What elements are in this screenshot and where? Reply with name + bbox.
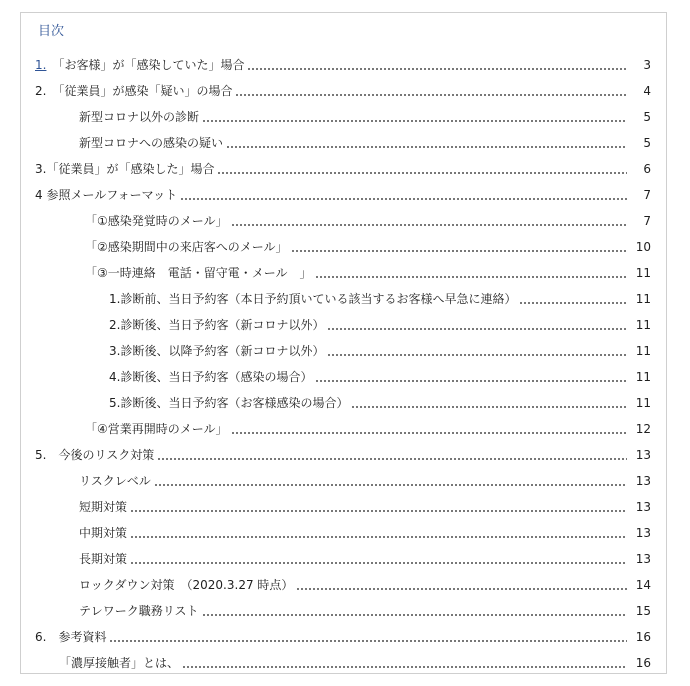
toc-entry-number: 2. [35,84,47,98]
toc-entry-title [109,318,324,332]
toc-entry-text: ロックダウン対策 （2020.3.27 時点） [79,578,294,592]
toc-entry-text: 新型コロナへの感染の疑い [79,136,224,150]
toc-entry-title [109,292,516,306]
toc-entry-title [79,474,151,488]
toc-entry-text: 新型コロナ以外の診断 [79,110,200,124]
dot-leader [130,536,627,538]
toc-entry-text: 「②感染期間中の来店客へのメール」 [85,240,288,254]
toc-page-number: 11 [635,318,651,332]
toc-entry-number: 5. [35,448,47,462]
toc-entry-title [59,656,179,670]
toc-entry-text: 「①感染発覚時のメール」 [85,214,228,228]
toc-entry-title [35,84,232,98]
dot-leader [315,276,627,278]
toc-entry-text: 3.「従業員」が「感染した」場合 [35,162,215,176]
toc-entry-text: 1.診断前、当日予約客（本日予約頂いている該当するお客様へ早急に連絡） [109,292,517,306]
toc-entry[interactable] [21,650,666,676]
toc-entry-number: 6. [35,630,47,644]
toc-entry-title [85,240,288,254]
toc-page-number: 14 [635,578,651,592]
toc-page-number: 13 [635,552,651,566]
toc-entry[interactable] [21,182,666,208]
toc-entry-title [35,162,214,176]
toc-entry-text: 中期対策 [79,526,128,540]
dot-leader [180,198,627,200]
toc-entry-title [79,136,223,150]
toc-entry-title [35,188,177,202]
toc-entry-title [79,110,199,124]
toc-entry-title [35,58,244,72]
toc-entry-title [79,578,293,592]
dot-leader [202,614,627,616]
toc-page-number: 13 [635,526,651,540]
toc-page-number: 3 [643,58,651,72]
toc-entry[interactable] [21,312,666,338]
toc-entry-title [35,448,154,462]
dot-leader [217,172,627,174]
dot-leader [157,458,627,460]
toc-entry[interactable] [21,520,666,546]
toc-page-number: 6 [643,162,651,176]
toc-page-number: 5 [643,110,651,124]
dot-leader [130,510,627,512]
toc-entry-text: 参考資料 [46,630,107,644]
toc-page-number: 16 [635,656,651,670]
dot-leader [327,328,627,330]
toc-entry-title [85,422,228,436]
toc-entry-text: 3.診断後、以降予約客（新コロナ以外） [109,344,325,358]
toc-entry-text: 4.診断後、当日予約客（感染の場合） [109,370,313,384]
toc-entry-text: リスクレベル [79,474,151,488]
toc-page-number: 7 [643,214,651,228]
toc-entry[interactable] [21,364,666,390]
dot-leader [154,484,627,486]
toc-page-number: 16 [635,630,651,644]
toc-entry-title [79,526,127,540]
toc-entry[interactable] [21,130,666,156]
dot-leader [291,250,627,252]
dot-leader [130,562,627,564]
dot-leader [182,666,627,668]
toc-entry-title [109,396,348,410]
dot-leader [519,302,627,304]
toc-entry[interactable] [21,598,666,624]
toc-entry[interactable] [21,546,666,572]
toc-entry[interactable] [21,234,666,260]
toc-entry-text: 長期対策 [79,552,128,566]
dot-leader [296,588,627,590]
dot-leader [231,432,627,434]
toc-page-number: 13 [635,500,651,514]
toc-page-number: 11 [635,396,651,410]
toc-entry-text: 4 参照メールフォーマット [35,188,178,202]
toc-entry[interactable] [21,78,666,104]
dot-leader [109,640,627,642]
toc-entry[interactable] [21,208,666,234]
toc-entry[interactable] [21,572,666,598]
toc-entry-title [79,604,199,618]
toc-entry[interactable] [21,494,666,520]
toc-entry-title [109,344,324,358]
toc-entry[interactable] [21,286,666,312]
toc-entry[interactable] [21,624,666,650]
toc-entry[interactable] [21,104,666,130]
toc-entry[interactable] [21,442,666,468]
toc-entry-title [85,266,312,280]
toc-entry-text: 2.診断後、当日予約客（新コロナ以外） [109,318,325,332]
toc-page-number: 13 [635,474,651,488]
toc-page-number: 11 [635,344,651,358]
toc-entry-text: 「従業員」が感染「疑い」の場合 [46,84,233,98]
toc-list [21,52,666,676]
toc-page-number: 5 [643,136,651,150]
toc-page-number: 7 [643,188,651,202]
toc-heading: 目次 [38,24,65,39]
dot-leader [351,406,627,408]
document-page [20,12,667,674]
toc-entry-number: 1. [35,58,47,72]
toc-page-number: 13 [635,448,651,462]
toc-page-number: 11 [635,370,651,384]
dot-leader [202,120,627,122]
toc-entry-title [35,630,106,644]
toc-entry-text: 「④営業再開時のメール」 [85,422,228,436]
dot-leader [231,224,627,226]
toc-entry[interactable] [21,468,666,494]
dot-leader [327,354,627,356]
toc-entry-text: 5.診断後、当日予約客（お客様感染の場合） [109,396,349,410]
dot-leader [226,146,627,148]
toc-page-number: 4 [643,84,651,98]
toc-page-number: 10 [635,240,651,254]
toc-entry-text: テレワーク職務リスト [79,604,199,618]
toc-entry-title [85,214,228,228]
dot-leader [247,68,627,70]
dot-leader [235,94,627,96]
toc-page-number: 12 [635,422,651,436]
toc-entry[interactable] [21,390,666,416]
toc-entry[interactable] [21,416,666,442]
toc-entry[interactable] [21,52,666,78]
toc-entry[interactable] [21,338,666,364]
toc-entry[interactable] [21,156,666,182]
toc-entry[interactable] [21,260,666,286]
toc-entry-text: 「濃厚接触者」とは、 [59,656,180,670]
toc-entry-title [109,370,312,384]
toc-page-number: 11 [635,266,651,280]
toc-entry-text: 「③一時連絡 電話・留守電・メール 」 [85,266,312,280]
dot-leader [315,380,627,382]
toc-page-number: 11 [635,292,651,306]
toc-entry-text: 今後のリスク対策 [46,448,155,462]
toc-entry-title [79,500,127,514]
toc-entry-text: 短期対策 [79,500,128,514]
toc-entry-text: 「お客様」が「感染していた」場合 [46,58,245,72]
toc-entry-title [79,552,127,566]
toc-page-number: 15 [635,604,651,618]
